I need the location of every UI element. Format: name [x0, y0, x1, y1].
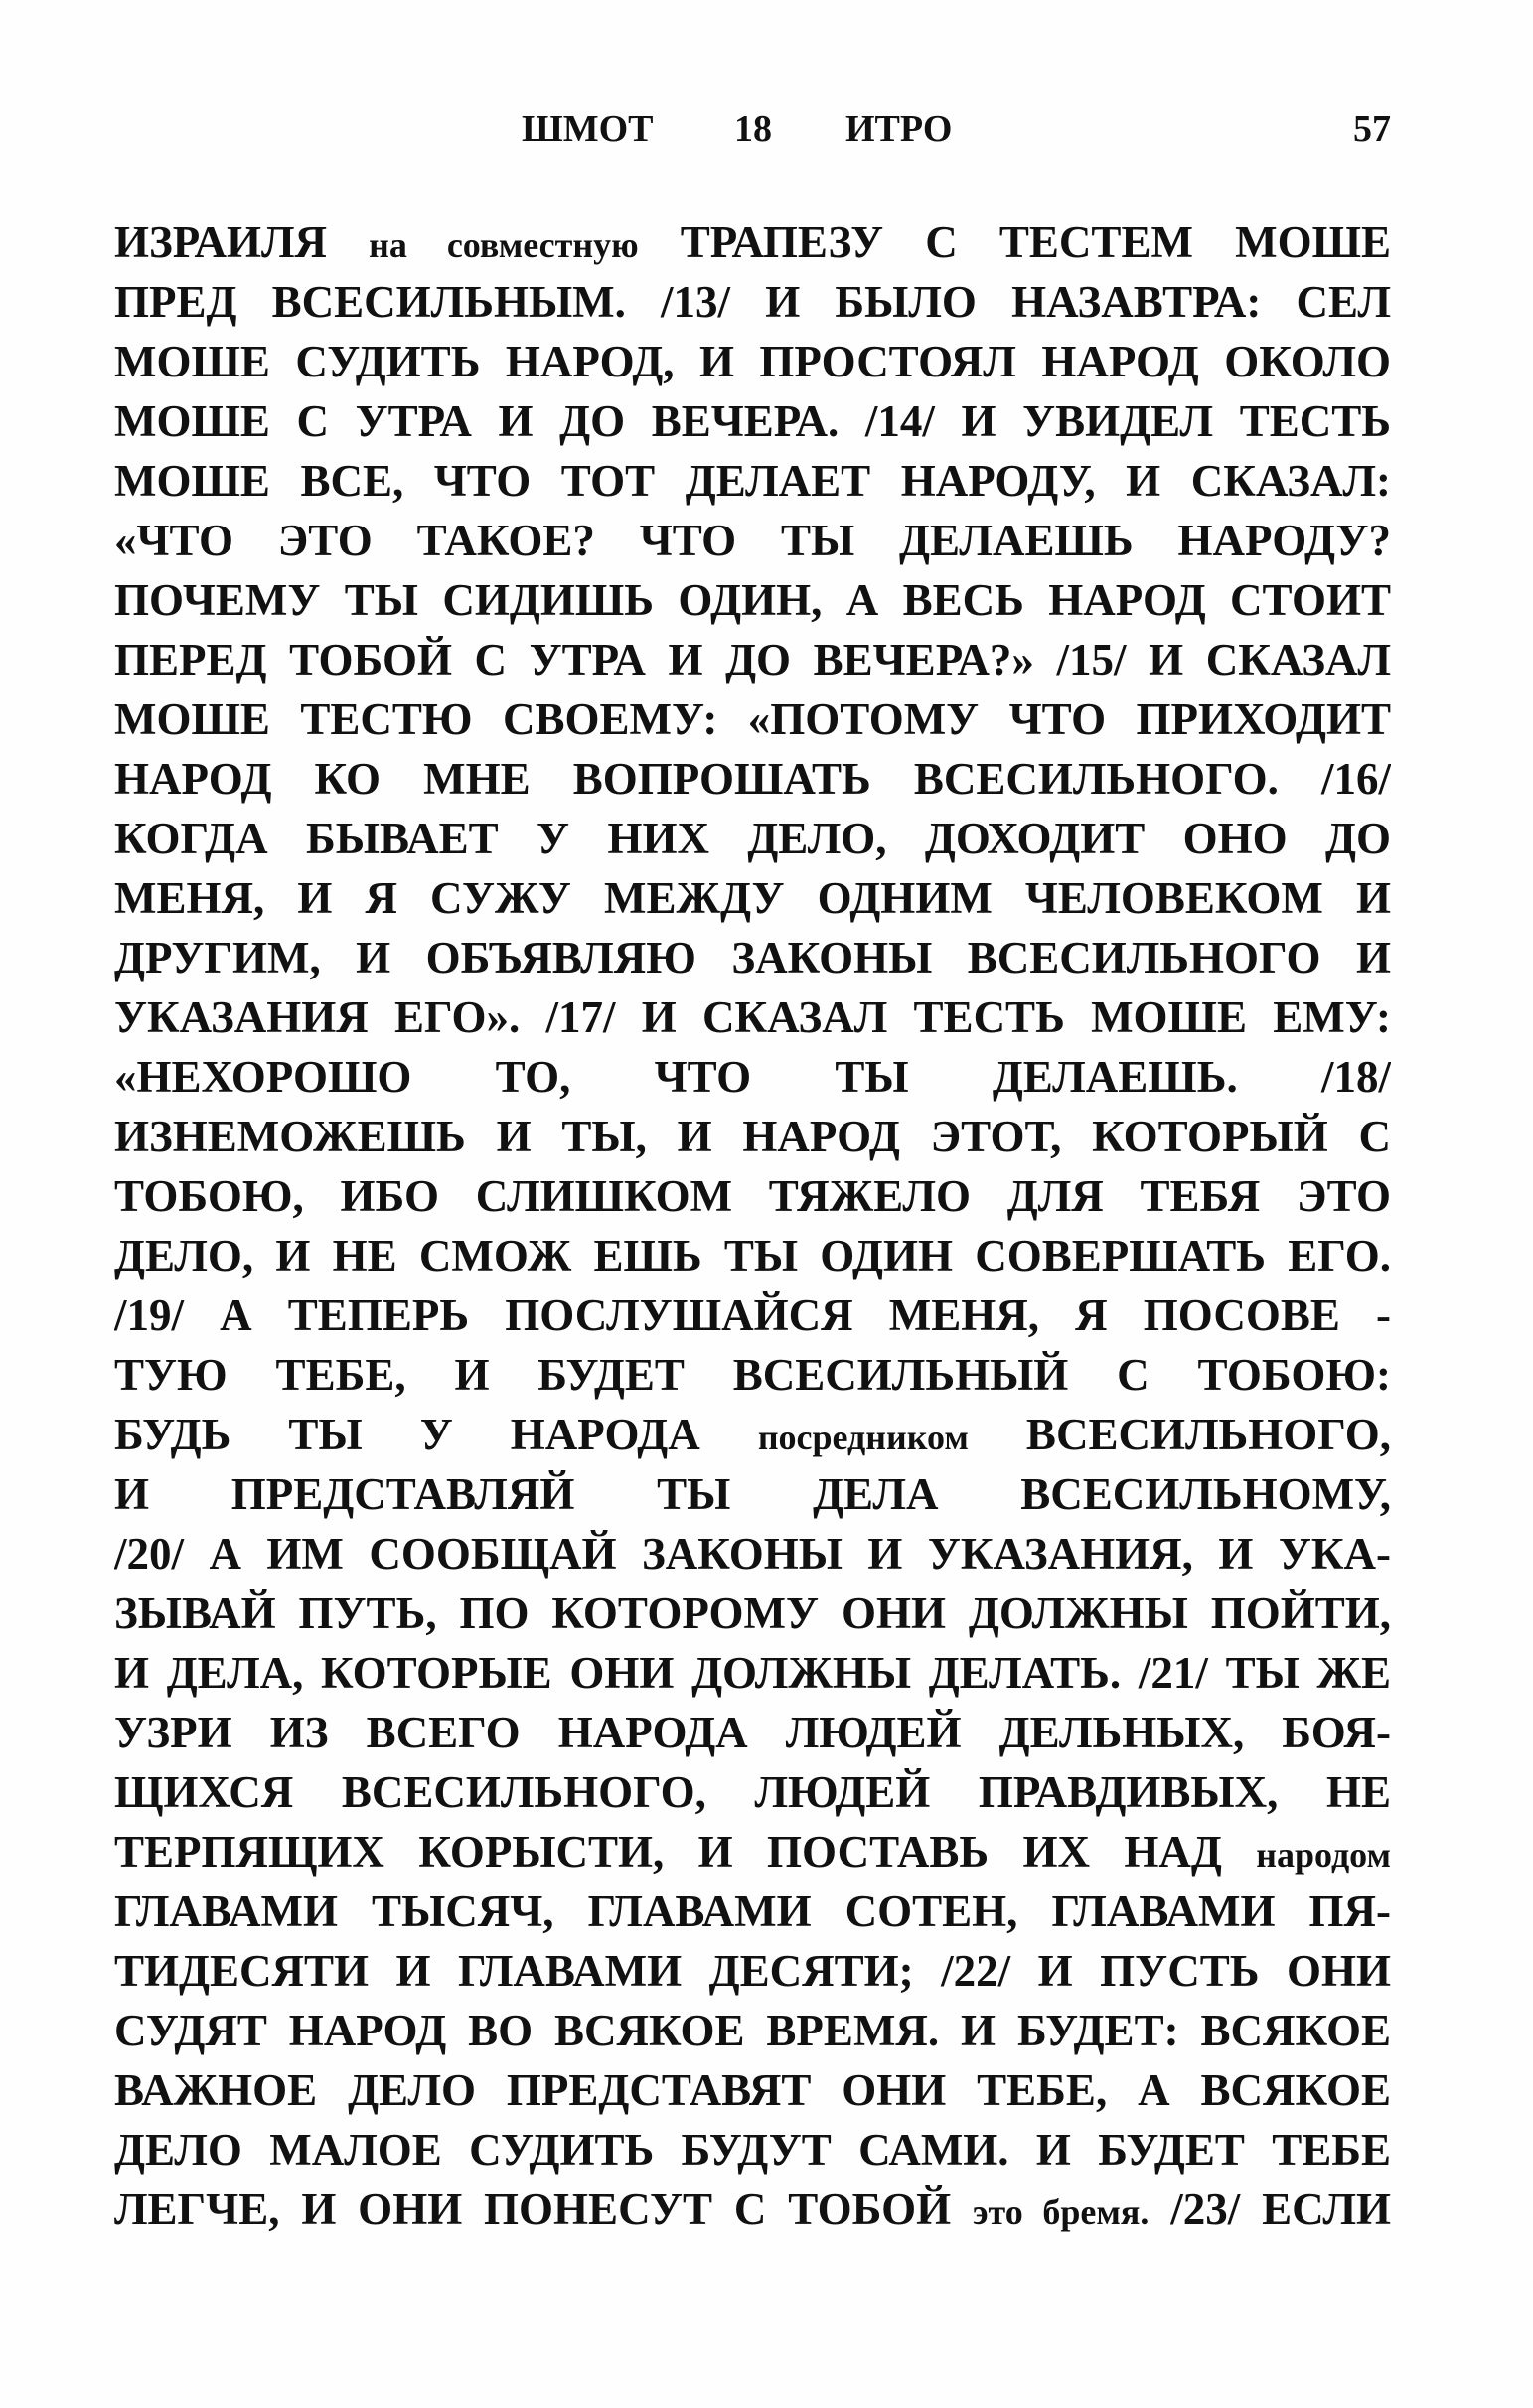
line-segment: ЛЕГЧЕ, И ОНИ ПОНЕСУТ С ТОБОЙ — [114, 2184, 973, 2234]
line-segment: МОШЕ С УТРА И ДО ВЕЧЕРА. /14/ И УВИДЕЛ ТЕСТЬ — [114, 396, 1391, 446]
line-segment: ТЕРПЯЩИХ КОРЫСТИ, И ПОСТАВЬ ИХ НАД — [114, 1827, 1257, 1877]
line-segment: «НЕХОРОШО ТО, ЧТО ТЫ ДЕЛАЕШЬ. /18/ — [114, 1052, 1391, 1102]
line-segment: ГЛАВАМИ ТЫСЯЧ, ГЛАВАМИ СОТЕН, ГЛАВАМИ ПЯ- — [114, 1886, 1391, 1936]
text-line — [114, 570, 1391, 630]
inserted-word: народом — [1256, 1835, 1391, 1875]
line-segment: И ДЕЛА, КОТОРЫЕ ОНИ ДОЛЖНЫ ДЕЛАТЬ. /21/ ТЫ ЖЕ — [114, 1648, 1391, 1698]
line-segment: ИЗРАИЛЯ — [114, 218, 370, 267]
text-line — [114, 749, 1391, 809]
line-segment: НАРОД КО МНЕ ВОПРОШАТЬ ВСЕСИЛЬНОГО. /16/ — [114, 754, 1391, 804]
text-line — [114, 2001, 1391, 2060]
text-line — [114, 689, 1391, 749]
text-line — [114, 1822, 1391, 1881]
line-segment: ПОЧЕМУ ТЫ СИДИШЬ ОДИН, А ВЕСЬ НАРОД СТОИТ — [114, 575, 1391, 625]
text-line — [114, 2060, 1391, 2120]
line-segment: БУДЬ ТЫ У НАРОДА — [114, 1410, 758, 1459]
line-segment: И ПРЕДСТАВЛЯЙ ТЫ ДЕЛА ВСЕСИЛЬНОМУ, — [114, 1469, 1391, 1519]
text-line — [114, 987, 1391, 1047]
line-segment: ВСЕСИЛЬНОГО, — [968, 1410, 1391, 1459]
line-segment: ТУЮ ТЕБЕ, И БУДЕТ ВСЕСИЛЬНЫЙ С ТОБОЮ: — [114, 1350, 1391, 1400]
inserted-word: на совместную — [369, 226, 639, 265]
line-segment: МОШЕ ВСЕ, ЧТО ТОТ ДЕЛАЕТ НАРОДУ, И СКАЗАЛ: — [114, 456, 1391, 506]
inserted-word: это бремя. — [972, 2192, 1150, 2232]
text-line — [114, 1226, 1391, 1285]
line-segment: ДЕЛО МАЛОЕ СУДИТЬ БУДУТ САМИ. И БУДЕТ ТЕБЕ — [114, 2125, 1391, 2175]
running-head — [114, 107, 1391, 167]
text-line — [114, 391, 1391, 451]
line-segment: ПЕРЕД ТОБОЙ С УТРА И ДО ВЕЧЕРА?» /15/ И СКАЗАЛ — [114, 635, 1391, 684]
line-segment: МОШЕ СУДИТЬ НАРОД, И ПРОСТОЯЛ НАРОД ОКОЛО — [114, 337, 1391, 386]
text-line — [114, 1345, 1391, 1405]
text-line — [114, 1166, 1391, 1226]
text-line — [114, 630, 1391, 689]
text-line — [114, 809, 1391, 868]
line-segment: МЕНЯ, И Я СУЖУ МЕЖДУ ОДНИМ ЧЕЛОВЕКОМ И — [114, 873, 1391, 923]
line-segment: УЗРИ ИЗ ВСЕГО НАРОДА ЛЮДЕЙ ДЕЛЬНЫХ, БОЯ- — [114, 1708, 1391, 1757]
line-segment: ИЗНЕМОЖЕШЬ И ТЫ, И НАРОД ЭТОТ, КОТОРЫЙ С — [114, 1112, 1391, 1161]
running-head-book: ШМОТ — [522, 108, 654, 150]
text-line — [114, 1285, 1391, 1345]
text-line — [114, 1583, 1391, 1643]
running-head-portion: ИТРО — [845, 108, 953, 150]
inserted-word: посредником — [757, 1418, 969, 1457]
text-line — [114, 1762, 1391, 1822]
text-line — [114, 928, 1391, 987]
line-segment: УКАЗАНИЯ ЕГО». /17/ И СКАЗАЛ ТЕСТЬ МОШЕ ЕМУ: — [114, 992, 1391, 1042]
line-segment: /19/ А ТЕПЕРЬ ПОСЛУШАЙСЯ МЕНЯ, Я ПОСОВЕ - — [114, 1290, 1391, 1340]
text-line — [114, 1405, 1391, 1464]
line-segment: КОГДА БЫВАЕТ У НИХ ДЕЛО, ДОХОДИТ ОНО ДО — [114, 814, 1391, 863]
line-segment: /23/ ЕСЛИ — [1149, 2184, 1391, 2234]
text-line — [114, 1047, 1391, 1107]
text-line — [114, 2120, 1391, 2180]
line-segment: ТОБОЮ, ИБО СЛИШКОМ ТЯЖЕЛО ДЛЯ ТЕБЯ ЭТО — [114, 1171, 1391, 1221]
text-line — [114, 213, 1391, 272]
text-line — [114, 1107, 1391, 1166]
line-segment: /20/ А ИМ СООБЩАЙ ЗАКОНЫ И УКАЗАНИЯ, И УКА- — [114, 1529, 1391, 1579]
line-segment: МОШЕ ТЕСТЮ СВОЕМУ: «ПОТОМУ ЧТО ПРИХОДИТ — [114, 694, 1391, 744]
line-segment: ПРЕД ВСЕСИЛЬНЫМ. /13/ И БЫЛО НАЗАВТРА: СЕЛ — [114, 277, 1391, 327]
page-number: 57 — [1353, 108, 1391, 150]
line-segment: ДРУГИМ, И ОБЪЯВЛЯЮ ЗАКОНЫ ВСЕСИЛЬНОГО И — [114, 933, 1391, 982]
text-line — [114, 332, 1391, 391]
text-line — [114, 868, 1391, 928]
text-line — [114, 451, 1391, 511]
line-segment: ВАЖНОЕ ДЕЛО ПРЕДСТАВЯТ ОНИ ТЕБЕ, А ВСЯКОЕ — [114, 2065, 1391, 2115]
line-segment: «ЧТО ЭТО ТАКОЕ? ЧТО ТЫ ДЕЛАЕШЬ НАРОДУ? — [114, 516, 1391, 565]
text-line — [114, 1941, 1391, 2001]
line-segment: ЗЫВАЙ ПУТЬ, ПО КОТОРОМУ ОНИ ДОЛЖНЫ ПОЙТИ, — [114, 1588, 1391, 1638]
text-line — [114, 1464, 1391, 1524]
text-line — [114, 2180, 1391, 2239]
text-line — [114, 511, 1391, 570]
line-segment: ТРАПЕЗУ С ТЕСТЕМ МОШЕ — [638, 218, 1391, 267]
text-line — [114, 1643, 1391, 1703]
line-segment: СУДЯТ НАРОД ВО ВСЯКОЕ ВРЕМЯ. И БУДЕТ: ВСЯКОЕ — [114, 2006, 1391, 2055]
running-head-chapter: 18 — [734, 108, 772, 150]
text-line — [114, 1524, 1391, 1583]
line-segment: ТИДЕСЯТИ И ГЛАВАМИ ДЕСЯТИ; /22/ И ПУСТЬ ОНИ — [114, 1946, 1391, 1996]
text-line — [114, 272, 1391, 332]
text-line — [114, 1703, 1391, 1762]
text-line — [114, 1881, 1391, 1941]
line-segment: ДЕЛО, И НЕ СМОЖ ЕШЬ ТЫ ОДИН СОВЕРШАТЬ ЕГО. — [114, 1231, 1391, 1280]
body-text — [114, 213, 1391, 2239]
line-segment: ЩИХСЯ ВСЕСИЛЬНОГО, ЛЮДЕЙ ПРАВДИВЫХ, НЕ — [114, 1767, 1391, 1817]
